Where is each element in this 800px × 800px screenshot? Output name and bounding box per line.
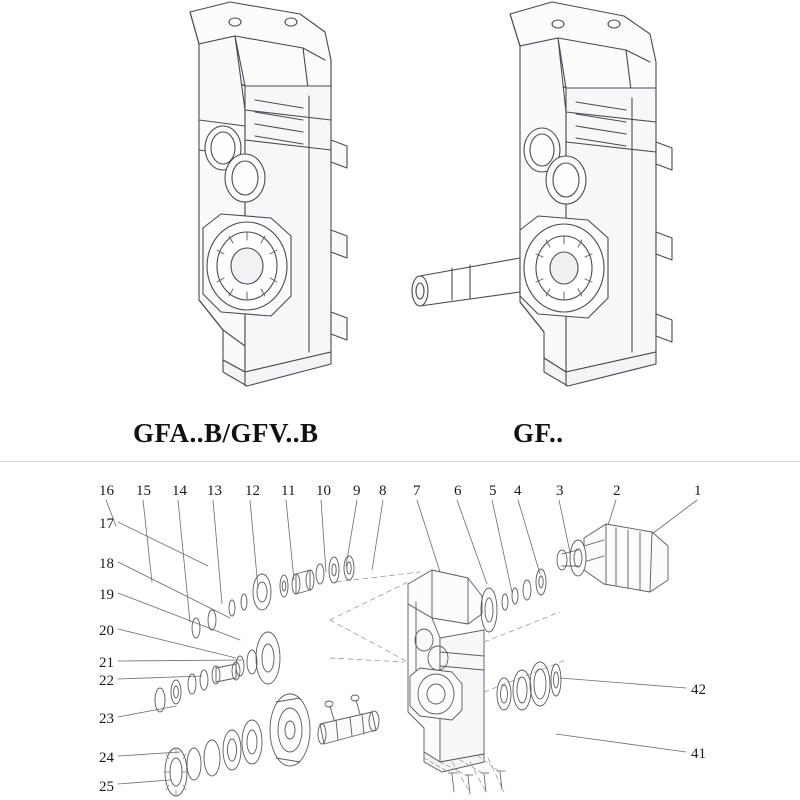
callout-42: 42 <box>691 682 706 698</box>
callout-23: 23 <box>99 711 114 727</box>
callout-1: 1 <box>694 483 702 499</box>
callout-11: 11 <box>281 483 296 499</box>
callout-25: 25 <box>99 779 114 795</box>
callout-16: 16 <box>99 483 114 499</box>
callout-21: 21 <box>99 655 114 671</box>
exploded-diagram <box>0 462 800 800</box>
callout-17: 17 <box>99 516 114 532</box>
callout-41: 41 <box>691 746 706 762</box>
callout-2: 2 <box>613 483 621 499</box>
callout-22: 22 <box>99 673 114 689</box>
callout-6: 6 <box>454 483 462 499</box>
callout-20: 20 <box>99 623 114 639</box>
caption-gf: GF.. <box>513 418 564 448</box>
callout-12: 12 <box>245 483 260 499</box>
callout-10: 10 <box>316 483 331 499</box>
callout-19: 19 <box>99 587 114 603</box>
callout-3: 3 <box>556 483 564 499</box>
callout-24: 24 <box>99 750 114 766</box>
exploded-diagram-graphic <box>0 462 800 800</box>
callout-18: 18 <box>99 556 114 572</box>
callout-14: 14 <box>172 483 187 499</box>
caption-gfa-b-gfv-b: GFA..B/GFV..B <box>133 418 319 448</box>
gearbox-unit-right <box>400 0 710 400</box>
callout-13: 13 <box>207 483 222 499</box>
callout-8: 8 <box>379 483 387 499</box>
callout-5: 5 <box>489 483 497 499</box>
gearbox-unit-left <box>95 0 385 400</box>
callout-4: 4 <box>514 483 522 499</box>
callout-7: 7 <box>413 483 421 499</box>
callout-9: 9 <box>353 483 361 499</box>
callout-15: 15 <box>136 483 151 499</box>
